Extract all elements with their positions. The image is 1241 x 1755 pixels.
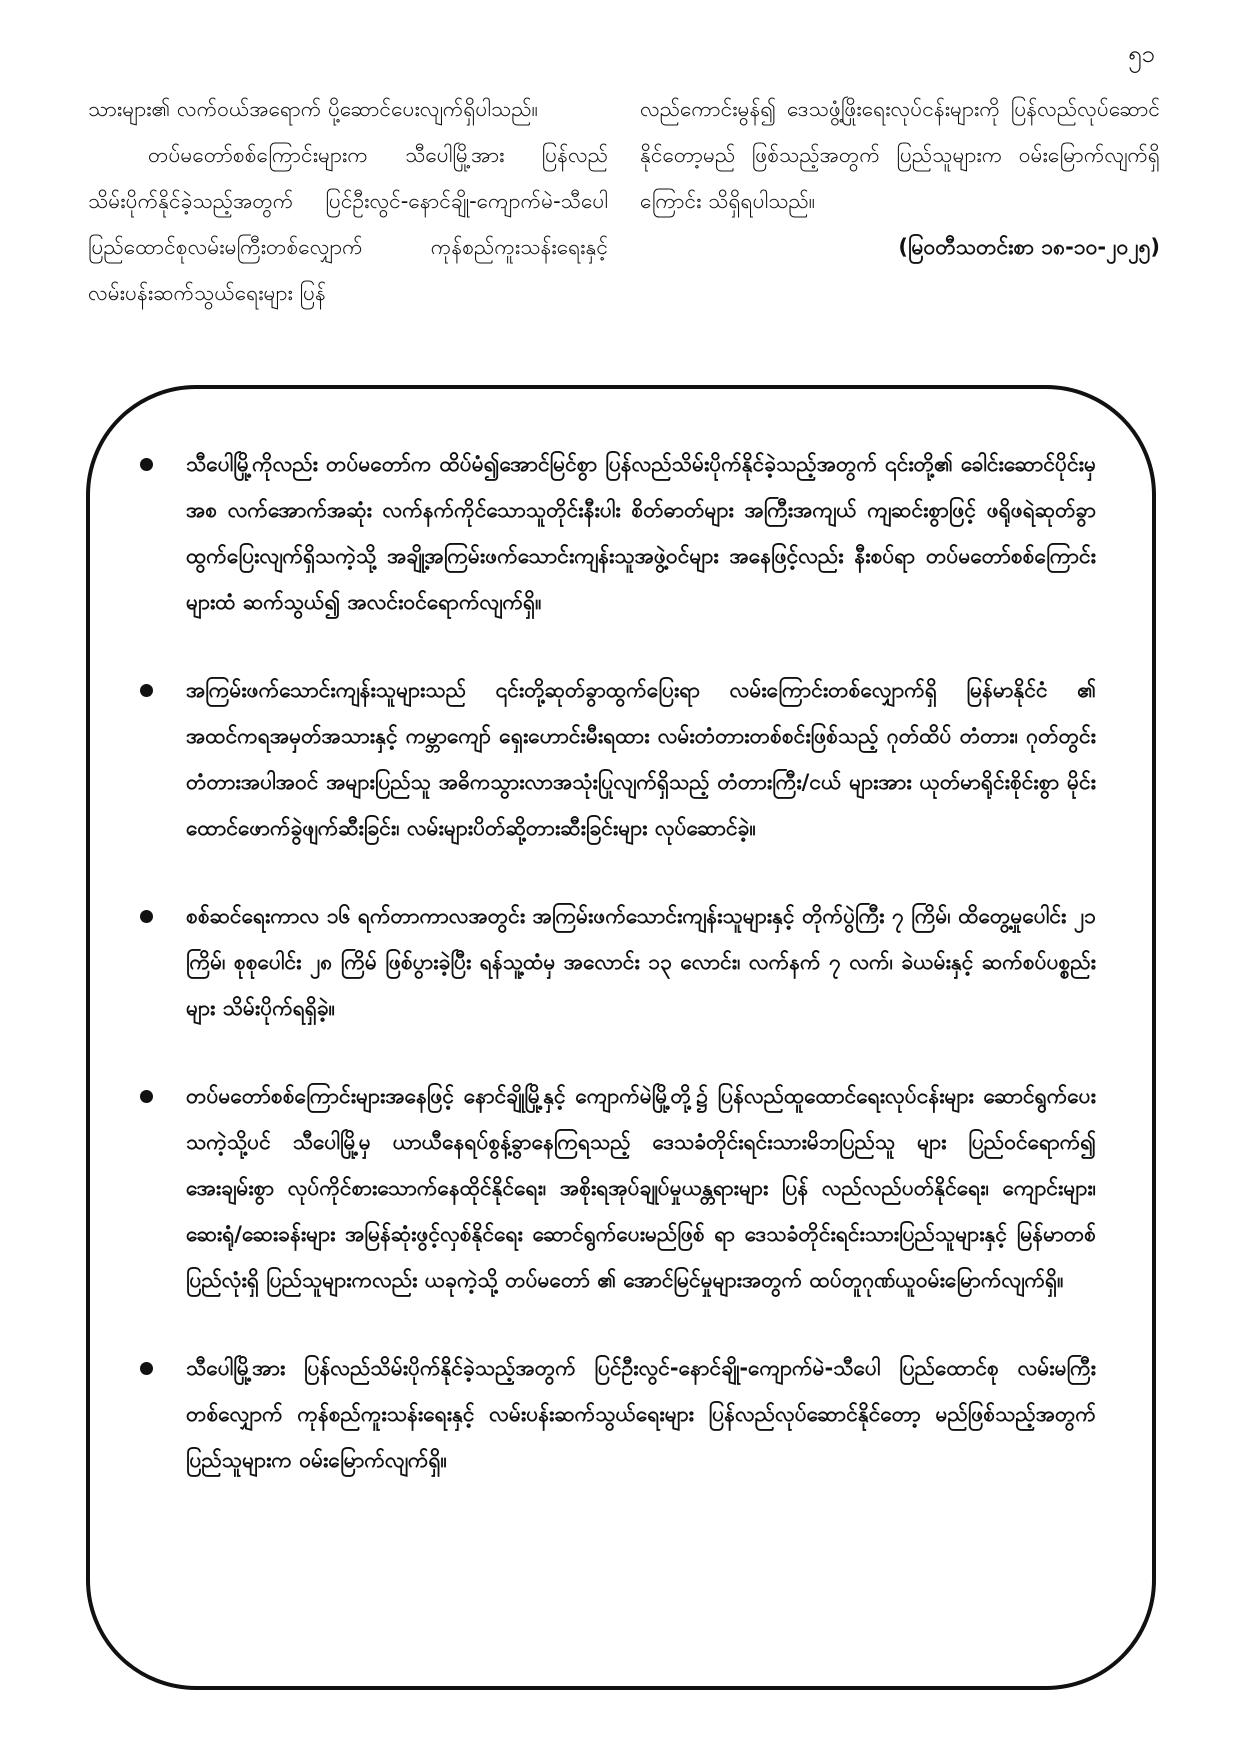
summary-bullet-4 <box>140 1073 1096 1303</box>
bullet-dot-icon <box>140 458 153 471</box>
summary-bullet-list <box>140 441 1096 1483</box>
right-column <box>640 86 1160 270</box>
bullet-text: သီပေါမြို့အား ပြန်လည်သိမ်းပိုက်နိုင်ခဲ့သည့်အတွက် ပြင်ဦးလွင်-နောင်ချို-ကျောက်မဲ-သီပေါ ပြည်ထောင်စု လမ်းမကြီးတစ်လျှောက် ကုန်စည်ကူးသန်းရေးနှင့် လမ်းပန်းဆက်သွယ်ရေးများ ပြန်လည်လုပ်ဆောင်နိုင်တော့ မည်ဖြစ်သည့်အတွက် ပြည်သူများက ဝမ်းမြောက်လျက်ရှိ။ <box>186 1356 1096 1472</box>
left-paragraph-1: သားများ၏ လက်ဝယ်အရောက် ပို့ဆောင်ပေးလျက်ရှိပါသည်။ <box>88 97 538 121</box>
left-paragraph-2: တပ်မတော်စစ်ကြောင်းများက သီပေါမြို့အား ပြန်လည်သိမ်းပိုက်နိုင်ခဲ့သည့်အတွက် ပြင်ဦးလွင်-နောင်ချို-ကျောက်မဲ-သီပေါ ပြည်ထောင်စုလမ်းမကြီးတစ်လျှောက် ကုန်စည်ကူးသန်းရေးနှင့် လမ်းပန်းဆက်သွယ်ရေးများ ပြန် <box>88 143 608 305</box>
summary-bullet-1 <box>140 441 1096 625</box>
bullet-text: တပ်မတော်စစ်ကြောင်းများအနေဖြင့် နောင်ချိုမြို့နှင့် ကျောက်မဲမြို့တို့၌ ပြန်လည်ထူထောင်ရေးလုပ်ငန်းများ ဆောင်ရွက်ပေးသကဲ့သို့ပင် သီပေါမြို့မှ ယာယီနေရပ်စွန့်ခွာနေကြရသည့် ဒေသခံတိုင်းရင်းသားမိဘပြည်သူ များ ပြည်ဝင်ရောက်၍ အေးချမ်းစွာ လုပ်ကိုင်စားသောက်နေထိုင်နိုင်ရေး၊ အစိုးရအုပ်ချုပ်မှုယန္တရားများ ပြန် လည်လည်ပတ်နိုင်ရေး၊ ကျောင်းများ၊ ဆေးရုံ/ဆေးခန်းများ အမြန်ဆုံးဖွင့်လှစ်နိုင်ရေး ဆောင်ရွက်ပေးမည်ဖြစ် ရာ ဒေသခံတိုင်းရင်းသားပြည်သူများနှင့် မြန်မာတစ်ပြည်လုံးရှိ ပြည်သူများကလည်း ယခုကဲ့သို့ တပ်မတော် ၏ အောင်မြင်မှုများအတွက် ထပ်တူဂုဏ်ယူဝမ်းမြောက်လျက်ရှိ။ <box>186 1084 1096 1292</box>
source-citation: (မြဝတီသတင်းစာ ၁၈-၁၀-၂၀၂၅) <box>898 235 1160 259</box>
summary-bullet-3 <box>140 893 1096 1031</box>
summary-box <box>86 385 1156 1690</box>
summary-bullet-2 <box>140 667 1096 851</box>
bullet-dot-icon <box>140 1362 153 1375</box>
bullet-text: အကြမ်းဖက်သောင်းကျန်းသူများသည် ၎င်းတို့ဆုတ်ခွာထွက်ပြေးရာ လမ်းကြောင်းတစ်လျှောက်ရှိ မြန်မာနိုင်ငံ ၏ အထင်ကရအမှတ်အသားနှင့် ကမ္ဘာကျော် ရှေးဟောင်းမီးရထား လမ်းတံတားတစ်စင်းဖြစ်သည့် ဂုတ်ထိပ် တံတား၊ ဂုတ်တွင်းတံတားအပါအဝင် အများပြည်သူ အဓိကသွားလာအသုံးပြုလျက်ရှိသည့် တံတားကြီး/ငယ် များအား ယုတ်မာရိုင်းစိုင်းစွာ မိုင်းထောင်ဖောက်ခွဲဖျက်ဆီးခြင်း၊ လမ်းများပိတ်ဆို့တားဆီးခြင်းများ လုပ်ဆောင်ခဲ့။ <box>186 678 1096 840</box>
bullet-dot-icon <box>140 910 153 923</box>
left-column <box>88 86 608 316</box>
page-number: ၅၁ <box>1128 40 1155 68</box>
bullet-text: သီပေါမြို့ကိုလည်း တပ်မတော်က ထိပ်မံ၍အောင်မြင်စွာ ပြန်လည်သိမ်းပိုက်နိုင်ခဲ့သည့်အတွက် ၎င်းတို့၏ ခေါင်းဆောင်ပိုင်းမှအစ လက်အောက်အဆုံး လက်နက်ကိုင်သောသူတိုင်းနီးပါး စိတ်ဓာတ်များ အကြီးအကျယ် ကျဆင်းစွာဖြင့် ဖရိုဖရဲဆုတ်ခွာထွက်ပြေးလျက်ရှိသကဲ့သို့ အချို့အကြမ်းဖက်သောင်းကျန်းသူအဖွဲ့ဝင်များ အနေဖြင့်လည်း နီးစပ်ရာ တပ်မတော်စစ်ကြောင်းများထံ ဆက်သွယ်၍ အလင်းဝင်ရောက်လျက်ရှိ။ <box>186 452 1096 614</box>
bullet-dot-icon <box>140 684 153 697</box>
summary-bullet-5 <box>140 1345 1096 1483</box>
bullet-dot-icon <box>140 1090 153 1103</box>
bullet-text: စစ်ဆင်ရေးကာလ ၁၆ ရက်တာကာလအတွင်း အကြမ်းဖက်သောင်းကျန်းသူများနှင့် တိုက်ပွဲကြီး ၇ ကြိမ်၊ ထိတွေ့မှုပေါင်း ၂၁ ကြိမ်၊ စုစုပေါင်း ၂၈ ကြိမ် ဖြစ်ပွားခဲ့ပြီး ရန်သူ့ထံမှ အလောင်း ၁၃ လောင်း၊ လက်နက် ၇ လက်၊ ခဲယမ်းနှင့် ဆက်စပ်ပစ္စည်းများ သိမ်းပိုက်ရရှိခဲ့။ <box>186 904 1096 1020</box>
right-paragraph-1: လည်ကောင်းမွန်၍ ဒေသဖွံ့ဖြိုးရေးလုပ်ငန်းများကို ပြန်လည်လုပ်ဆောင်နိုင်တော့မည် ဖြစ်သည့်အတွက် ပြည်သူများက ဝမ်းမြောက်လျက်ရှိကြောင်း သိရှိရပါသည်။ <box>640 97 1160 213</box>
